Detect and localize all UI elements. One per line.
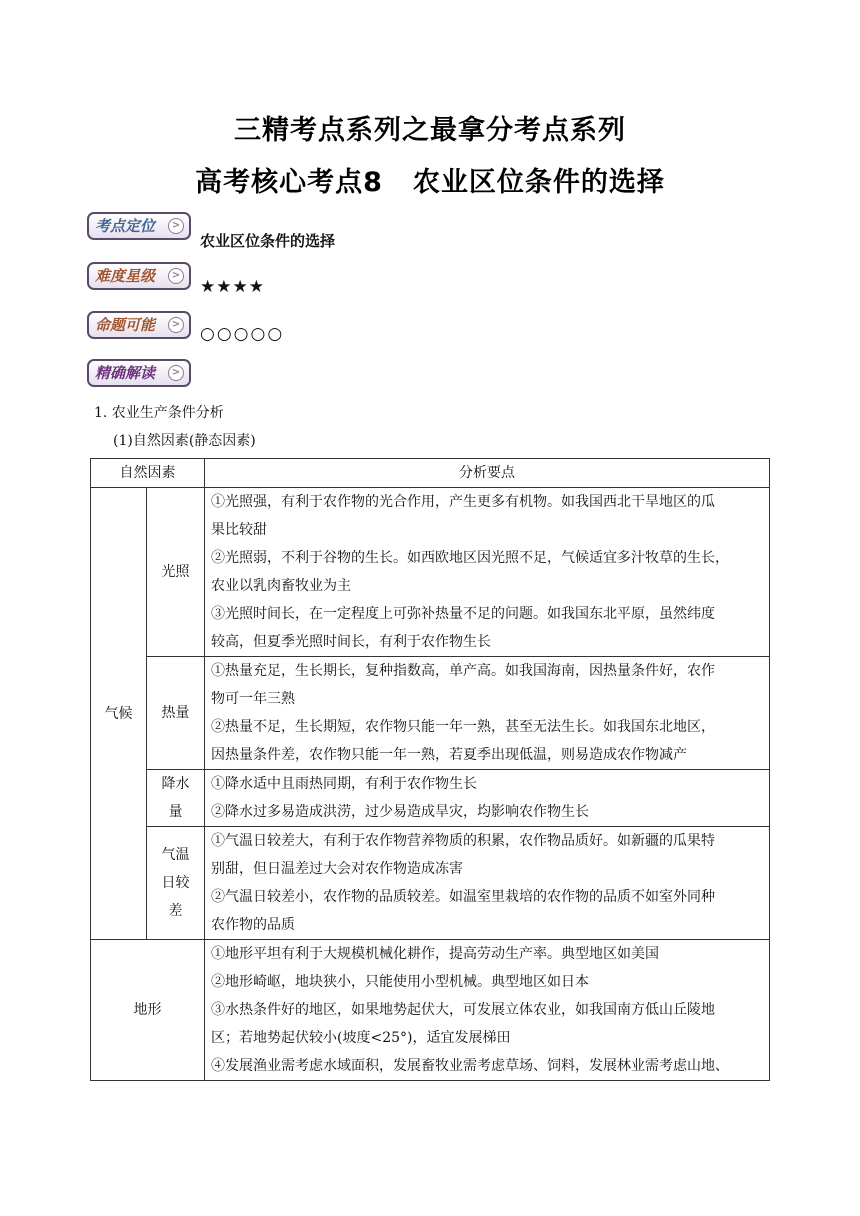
difficulty-stars: ★★★★	[200, 277, 265, 297]
badge-interpretation: 精确解读 >	[87, 359, 191, 387]
arrow-circle-icon: >	[168, 218, 184, 234]
header-natural-factor: 自然因素	[91, 459, 205, 488]
core-point-number: 高考核心考点8	[195, 167, 383, 198]
category-terrain: 地形	[91, 940, 205, 1081]
arrow-circle-icon: >	[168, 268, 184, 284]
arrow-circle-icon: >	[168, 365, 184, 381]
core-point-topic: 农业区位条件的选择	[412, 167, 665, 198]
table-row	[91, 488, 770, 657]
header-analysis-points: 分析要点	[205, 459, 770, 488]
table-row	[91, 657, 770, 770]
badge-probability: 命题可能 >	[87, 311, 191, 339]
category-climate: 气候	[91, 488, 147, 940]
factor-heat: 热量	[147, 657, 205, 770]
factor-light: 光照	[147, 488, 205, 657]
arrow-circle-icon: >	[168, 317, 184, 333]
series-title: 三精考点系列之最拿分考点系列	[234, 115, 626, 146]
natural-factors-table	[90, 458, 770, 1081]
table-row	[91, 770, 770, 827]
precipitation-analysis: ①降水适中且雨热同期，有利于农作物生长 ②降水过多易造成洪涝，过少易造成旱灾，均影响农作物生长	[205, 770, 770, 827]
badge-difficulty: 难度星级 >	[87, 262, 191, 290]
table-row	[91, 827, 770, 940]
factor-precipitation: 降水 量	[147, 770, 205, 827]
table-header-row	[91, 459, 770, 488]
factor-diurnal-range: 气温 日较 差	[147, 827, 205, 940]
light-analysis: ①光照强，有利于农作物的光合作用，产生更多有机物。如我国西北干旱地区的瓜 果比较甜 ②光照弱，不利于谷物的生长。如西欧地区因光照不足，气候适宜多汁牧草的生长， 农业以乳肉畜牧业为主 ③光照时间长，在一定程度上可弥补热量不足的问题。如我国东北平原，虽然纬度 较高，但夏季光照时间长，有利于农作物生长	[205, 488, 770, 657]
terrain-analysis: ①地形平坦有利于大规模机械化耕作，提高劳动生产率。典型地区如美国 ②地形崎岖，地块狭小，只能使用小型机械。典型地区如日本 ③水热条件好的地区，如果地势起伏大，可发展立体农业，如我国南方低山丘陵地 区；若地势起伏较小(坡度<25°)，适宜发展梯田 ④发展渔业需考虑水域面积，发展畜牧业需考虑草场、饲料，发展林业需考虑山地、	[205, 940, 770, 1081]
probability-circles: ○○○○○	[200, 324, 285, 344]
heat-analysis: ①热量充足，生长期长，复种指数高，单产高。如我国海南，因热量条件好，农作 物可一年三熟 ②热量不足，生长期短，农作物只能一年一熟，甚至无法生长。如我国东北地区， 因热量条件差，农作物只能一年一熟，若夏季出现低温，则易造成农作物减产	[205, 657, 770, 770]
page-title	[0, 160, 860, 199]
badge-test-point: 考点定位 >	[87, 212, 191, 240]
table-row	[91, 940, 770, 1081]
test-point-value: 农业区位条件的选择	[200, 232, 336, 250]
subsection-heading: (1)自然因素(静态因素)	[113, 433, 256, 449]
section-heading: 1. 农业生产条件分析	[94, 405, 224, 421]
diurnal-range-analysis: ①气温日较差大，有利于农作物营养物质的积累，农作物品质好。如新疆的瓜果特 别甜，但日温差过大会对农作物造成冻害 ②气温日较差小，农作物的品质较差。如温室里栽培的农作物的品质不如室外同种 农作物的品质	[205, 827, 770, 940]
